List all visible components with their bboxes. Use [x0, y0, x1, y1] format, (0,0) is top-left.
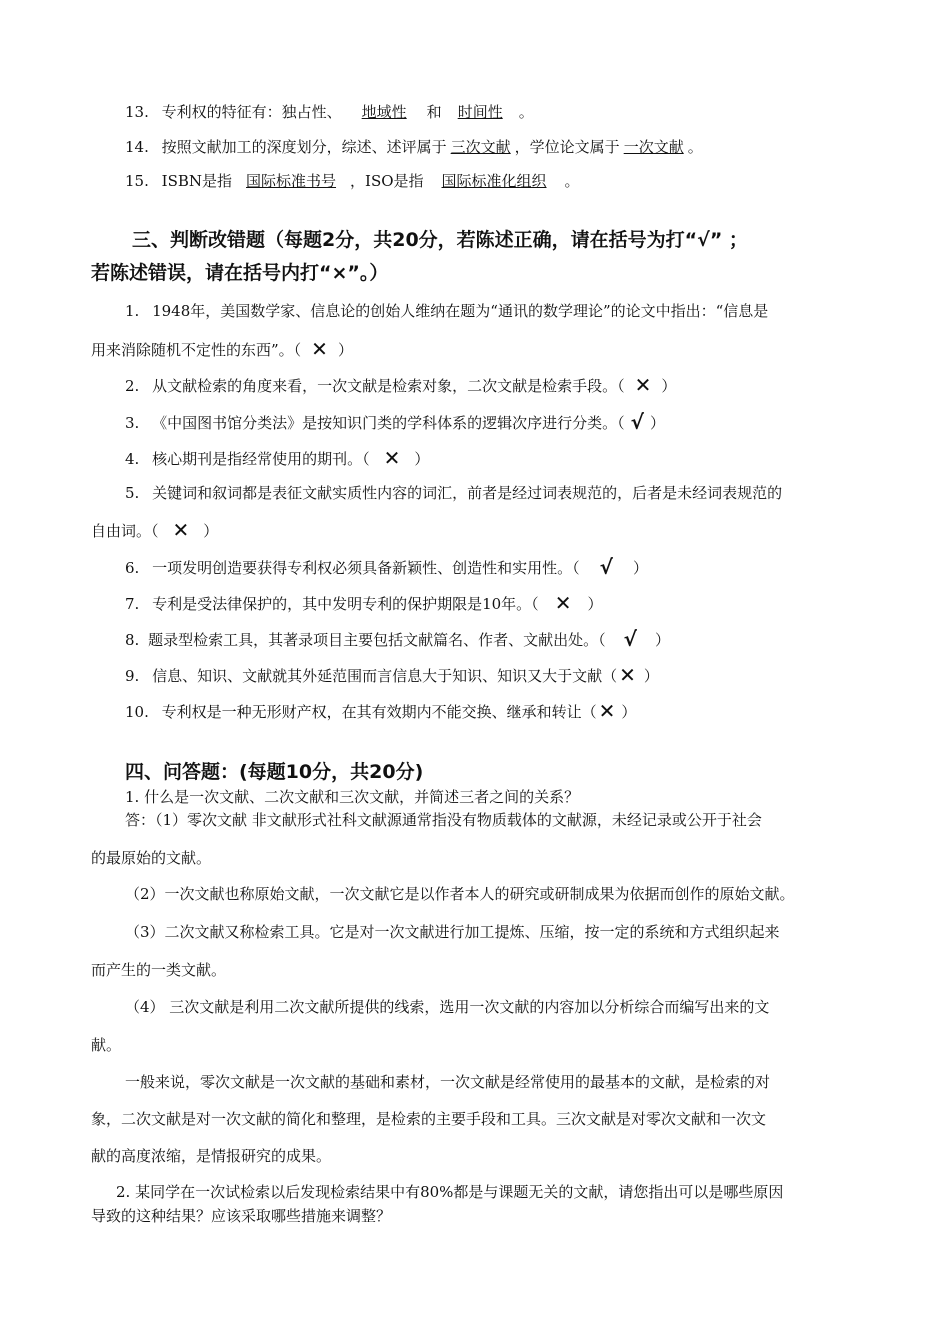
- answer-blank: 三次文献: [450, 138, 511, 156]
- answer-blank: 地域性: [361, 103, 407, 121]
- question-2-cont: 导致的这种结果？应该采取哪些措施来调整？: [91, 1207, 392, 1225]
- item-text: 专利权的特征有：独占性、: [161, 103, 342, 121]
- item-text: 专利是受法律保护的，其中发明专利的保护期限是10年。（: [152, 595, 539, 613]
- judge-item-1-cont: [91, 338, 353, 361]
- item-text: ，学位论文属于: [514, 138, 620, 156]
- item-text: 。: [564, 172, 580, 190]
- judge-item-10: [125, 700, 636, 723]
- item-text: 一项发明创造要获得专利权必须具备新颖性、创造性和实用性。（: [152, 559, 580, 577]
- cross-mark-icon: ✕: [554, 591, 572, 615]
- answer-para-1-cont: 的最原始的文献。: [91, 849, 212, 867]
- item-text: 1948年，美国数学家、信息论的创始人维纳在题为“通讯的数学理论”的论文中指出：“信息是: [152, 302, 769, 320]
- judge-item-2: [125, 374, 676, 397]
- item-text: 。: [687, 138, 703, 156]
- item-text: 。: [518, 103, 534, 121]
- cross-mark-icon: ✕: [598, 699, 616, 723]
- cross-mark-icon: ✕: [311, 337, 328, 361]
- question-2: 2. 某同学在一次试检索以后发现检索结果中有80%都是与课题无关的文献，请您指出可以是哪些原因: [116, 1183, 784, 1201]
- bracket-close: ）: [661, 377, 677, 395]
- item-number: 1.: [125, 302, 140, 320]
- judge-item-9: [125, 664, 659, 687]
- fill-item-13: [125, 101, 534, 123]
- cross-mark-icon: ✕: [172, 518, 190, 542]
- item-text: 从文献检索的角度来看，一次文献是检索对象，二次文献是检索手段。（: [152, 377, 625, 395]
- answer-blank: 国际标准书号: [246, 172, 337, 190]
- bracket-close: ）: [337, 341, 353, 359]
- item-text: 关键词和叙词都是表征文献实质性内容的词汇，前者是经过词表规范的，后者是未经词表规范的: [152, 484, 783, 502]
- section3-title-line1: 三、判断改错题（每题2分，共20分，若陈述正确，请在括号为打“√” ；: [132, 229, 748, 251]
- item-number: 2.: [125, 377, 140, 395]
- check-mark-icon: √: [599, 555, 613, 579]
- item-text: 用来消除随机不定性的东西”。（: [91, 341, 302, 359]
- item-number: 14.: [125, 138, 149, 156]
- answer-para-4-cont: 献。: [91, 1036, 122, 1054]
- item-text: ，ISO是指: [350, 172, 424, 190]
- item-number: 5.: [125, 484, 140, 502]
- item-number: 3.: [125, 414, 140, 432]
- summary-para: 一般来说，零次文献是一次文献的基础和素材，一次文献是经常使用的最基本的文献，是检索的对: [125, 1073, 771, 1091]
- item-number: 4.: [125, 450, 140, 468]
- item-text: 专利权是一种无形财产权，在其有效期内不能交换、继承和转让（: [161, 703, 597, 721]
- item-text: 题录型检索工具，其著录项目主要包括文献篇名、作者、文献出处。（: [148, 631, 606, 649]
- cross-mark-icon: ✕: [619, 663, 636, 687]
- item-text: 和: [426, 103, 442, 121]
- judge-item-1: [125, 300, 768, 322]
- fill-item-14: [125, 136, 703, 158]
- bracket-close: ）: [649, 414, 665, 432]
- judge-item-6: [125, 556, 648, 579]
- item-number: 7.: [125, 595, 140, 613]
- item-text: 按照文献加工的深度划分，综述、述评属于: [161, 138, 447, 156]
- bracket-close: ）: [203, 522, 219, 540]
- item-number: 10.: [125, 703, 149, 721]
- judge-item-7: [125, 592, 602, 615]
- check-mark-icon: √: [630, 410, 644, 434]
- bracket-close: ）: [621, 703, 637, 721]
- item-text: 核心期刊是指经常使用的期刊。（: [152, 450, 370, 468]
- answer-para-1: 答：（1）零次文献 非文献形式社科文献源通常指没有物质载体的文献源，未经记录或公开于社会: [125, 811, 762, 829]
- bracket-close: ）: [414, 450, 430, 468]
- check-mark-icon: √: [623, 627, 637, 651]
- judge-item-4: [125, 447, 429, 470]
- question-1: 1. 什么是一次文献、二次文献和三次文献，并简述三者之间的关系？: [125, 788, 580, 806]
- cross-mark-icon: ✕: [383, 446, 401, 470]
- item-text: 信息、知识、文献就其外延范围而言信息大于知识、知识又大于文献（: [152, 667, 618, 685]
- answer-para-2: （2）一次文献也称原始文献，一次文献它是以作者本人的研究或研制成果为依据而创作的原始文献。: [125, 885, 795, 903]
- cross-mark-icon: ✕: [634, 373, 652, 397]
- bracket-close: ）: [587, 595, 603, 613]
- item-text: 《中国图书馆分类法》是按知识门类的学科体系的逻辑次序进行分类。（: [152, 414, 625, 432]
- answer-blank: 时间性: [457, 103, 503, 121]
- item-text: ISBN是指: [161, 172, 232, 190]
- answer-blank: 一次文献: [623, 138, 684, 156]
- item-number: 8.: [125, 631, 140, 649]
- bracket-close: ）: [654, 631, 670, 649]
- summary-para-cont-2: 献的高度浓缩，是情报研究的成果。: [91, 1147, 332, 1165]
- bracket-close: ）: [632, 559, 648, 577]
- bracket-close: ）: [643, 667, 659, 685]
- fill-item-15: [125, 170, 580, 192]
- item-number: 15.: [125, 172, 149, 190]
- item-text: 自由词。（: [91, 522, 159, 540]
- summary-para-cont-1: 象，二次文献是对一次文献的简化和整理，是检索的主要手段和工具。三次文献是对零次文献和一次文: [91, 1110, 767, 1128]
- answer-para-4: （4） 三次文献是利用二次文献所提供的线索，选用一次文献的内容加以分析综合而编写出来的文: [125, 998, 770, 1016]
- answer-blank: 国际标准化组织: [441, 172, 547, 190]
- judge-item-3: [125, 411, 665, 434]
- judge-item-5-cont: [91, 519, 218, 542]
- section3-title-line2: 若陈述错误，请在括号内打“×”。）: [91, 262, 389, 284]
- judge-item-8: [125, 628, 670, 651]
- item-number: 9.: [125, 667, 140, 685]
- section4-title: 四、问答题：(每题10分，共20分): [125, 761, 424, 783]
- item-number: 13.: [125, 103, 149, 121]
- judge-item-5: [125, 482, 782, 504]
- answer-para-3-cont: 而产生的一类文献。: [91, 961, 227, 979]
- answer-para-3: （3）二次文献又称检索工具。它是对一次文献进行加工提炼、压缩，按一定的系统和方式组织起来: [125, 923, 780, 941]
- item-number: 6.: [125, 559, 140, 577]
